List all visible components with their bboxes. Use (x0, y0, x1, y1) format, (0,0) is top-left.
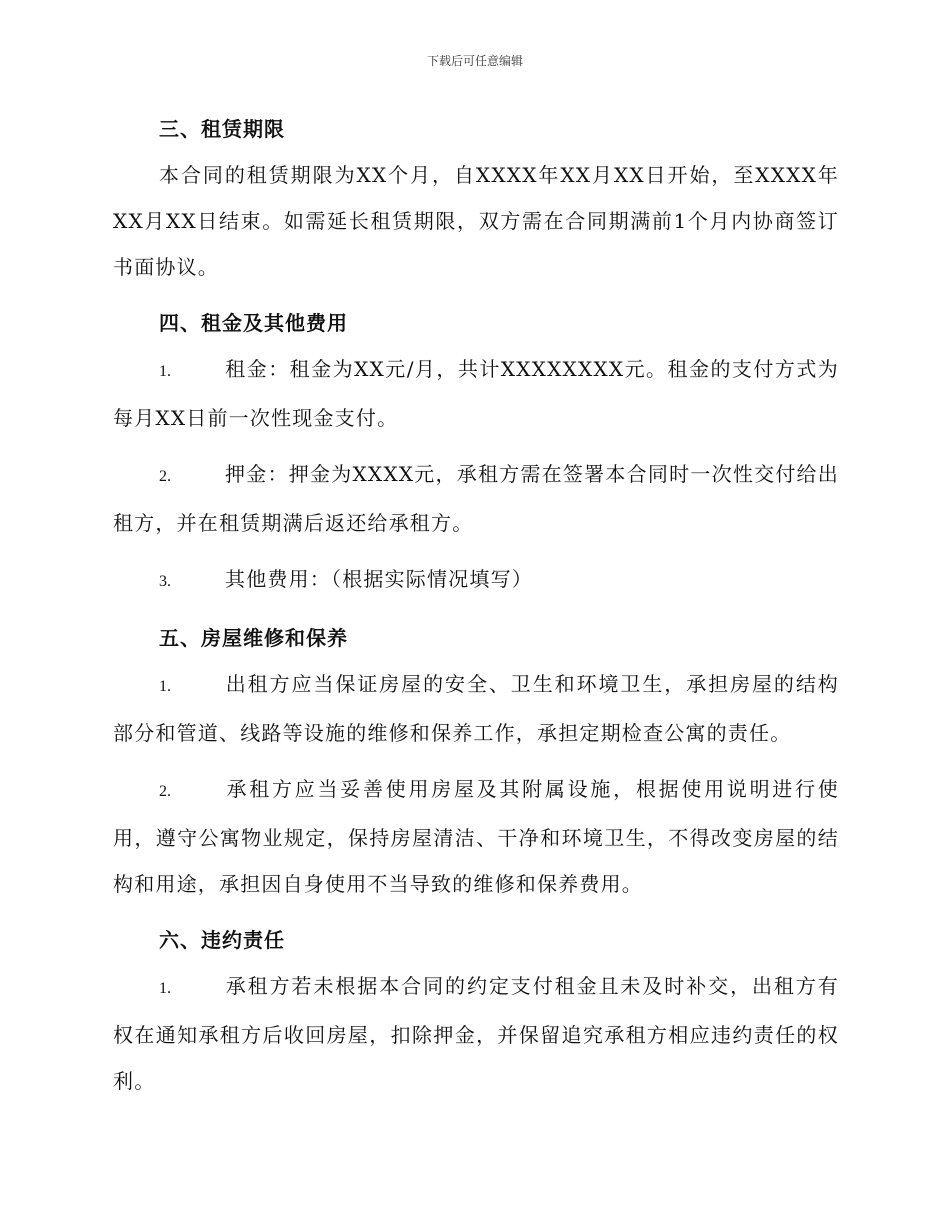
other-fees-item (113, 556, 839, 605)
item-number: 2. (159, 783, 171, 800)
item-text: 承租方应当妥善使用房屋及其附属设施，根据使用说明进行使用，遵守公寓物业规定，保持房屋清洁、干净和环境卫生，不得改变房屋的结构和用途，承担因自身使用不当导致的维修和保养费用。 (113, 777, 839, 896)
item-number: 1. (159, 678, 171, 695)
section-heading-lease-term: 三、租赁期限 (159, 117, 285, 141)
item-text: 出租方应当保证房屋的安全、卫生和环境卫生，承担房屋的结构部分和管道、线路等设施的维修和保养工作，承担定期检查公寓的责任。 (113, 672, 839, 745)
item-number: 2. (159, 468, 171, 485)
section-heading-maintenance: 五、房屋维修和保养 (159, 626, 348, 650)
item-number: 1. (159, 363, 171, 380)
page-header: 下载后可任意编辑 (426, 54, 523, 68)
item-number: 1. (159, 980, 171, 997)
breach-item (113, 963, 839, 1104)
item-text: 押金：押金为XXXX元，承租方需在签署本合同时一次性交付给出租方，并在租赁期满后返还给承租方。 (113, 462, 839, 535)
lessee-maintenance-item (113, 766, 839, 907)
item-number: 3. (159, 573, 171, 590)
deposit-item (113, 451, 839, 546)
item-text: 承租方若未根据本合同的约定支付租金且未及时补交，出租方有权在通知承租方后收回房屋，扣除押金，并保留追究承租方相应违约责任的权利。 (113, 974, 839, 1093)
rent-item (113, 346, 839, 441)
section-heading-breach: 六、违约责任 (159, 928, 285, 952)
lease-term-paragraph: 本合同的租赁期限为XX个月，自XXXX年XX月XX日开始，至XXXX年XX月XX日结束。如需延长租赁期限，双方需在合同期满前1个月内协商签订书面协议。 (113, 163, 839, 279)
section-heading-rent-fees: 四、租金及其他费用 (159, 311, 348, 335)
document-body (113, 106, 839, 1114)
item-text: 其他费用：（根据实际情况填写） (225, 567, 533, 591)
lessor-maintenance-item (113, 661, 839, 756)
item-text: 租金：租金为XX元/月，共计XXXXXXXX元。租金的支付方式为每月XX日前一次性现金支付。 (113, 357, 839, 430)
